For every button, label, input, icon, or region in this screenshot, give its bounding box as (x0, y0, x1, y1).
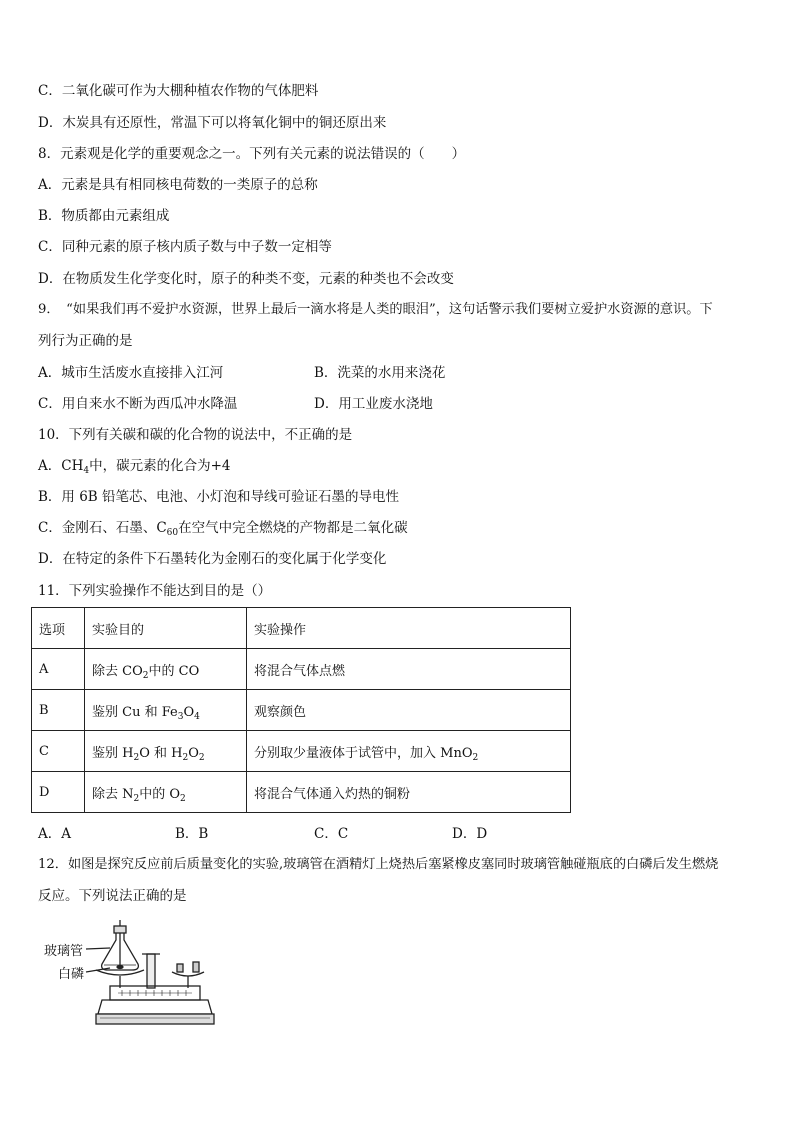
table-cell-goal: 除去 $N_2$中的 $O_2$ (85, 772, 247, 813)
q11-option-a: A．A (38, 826, 71, 842)
q11-option-b: B．B (175, 826, 209, 842)
q8-option-d: D．在物质发生化学变化时，原子的种类不变，元素的种类也不会改变 (38, 271, 454, 287)
q10-option-b: B．用 6B 铅笔芯、电池、小灯泡和导线可验证石墨的导电性 (38, 489, 400, 505)
label-glass-tube: 玻璃管 (44, 944, 84, 959)
table-cell-operation: 观察颜色 (247, 690, 571, 731)
table-cell-operation: 将混合气体通入灼热的铜粉 (247, 772, 571, 813)
q11-stem: 11．下列实验操作不能达到目的是（） (38, 583, 272, 599)
q8-option-c: C．同种元素的原子核内质子数与中子数一定相等 (38, 239, 332, 255)
table-header-cell: 选项 (32, 608, 85, 649)
q8-stem: 8．元素观是化学的重要观念之一。下列有关元素的说法错误的（ ） (38, 146, 466, 162)
table-row (32, 772, 571, 813)
table-row (32, 731, 571, 772)
q10-option-d: D．在特定的条件下石墨转化为金刚石的变化属于化学变化 (38, 551, 387, 567)
q9-stem-line1: 9． “如果我们再不爱护水资源，世界上最后一滴水将是人类的眼泪”，这句话警示我们要树立爱护水资源的意识。下 (38, 302, 713, 317)
table-cell-goal: 鉴别 Cu 和 $Fe_3O_4$ (85, 690, 247, 731)
q11-option-d: D．D (452, 826, 488, 842)
table-header-row (32, 608, 571, 649)
q11-table (31, 607, 571, 813)
q9-option-c: C．用自来水不断为西瓜冲水降温 (38, 396, 238, 412)
q7-option-d: D．木炭具有还原性，常温下可以将氧化铜中的铜还原出来 (38, 115, 387, 131)
q9-option-b: B．洗菜的水用来浇花 (314, 365, 446, 381)
q7-option-c: C．二氧化碳可作为大棚种植农作物的气体肥料 (38, 83, 319, 99)
q9-option-d: D．用工业废水浇地 (314, 396, 433, 412)
q8-option-a: A．元素是具有相同核电荷数的一类原子的总称 (38, 177, 318, 193)
table-row (32, 690, 571, 731)
q10-option-c: C．金刚石、石墨、$C_{60}$在空气中完全燃烧的产物都是二氧化碳 (38, 520, 408, 538)
table-cell-operation: 分别取少量液体于试管中，加入 MnO$_2$ (247, 731, 571, 772)
table-cell-goal: 除去 $CO_2$中的 CO (85, 649, 247, 690)
table-header-cell: 实验操作 (247, 608, 571, 649)
table-cell-option: D (32, 772, 85, 813)
q9-stem-line2: 列行为正确的是 (38, 333, 133, 349)
table-cell-operation: 将混合气体点燃 (247, 649, 571, 690)
q8-option-b: B．物质都由元素组成 (38, 208, 170, 224)
q12-stem-line1: 12．如图是探究反应前后质量变化的实验,玻璃管在酒精灯上烧热后塞紧橡皮塞同时玻璃管触碰瓶底的白磷后发生燃烧 (38, 857, 719, 872)
q12-stem-line2: 反应。下列说法正确的是 (38, 888, 187, 904)
table-row (32, 649, 571, 690)
table-cell-option: B (32, 690, 85, 731)
q9-option-a: A．城市生活废水直接排入江河 (38, 365, 224, 381)
table-header-cell: 实验目的 (85, 608, 247, 649)
q11-option-c: C．C (314, 826, 349, 842)
table-cell-goal: 鉴别 $H_2O$ 和 $H_2O_2$ (85, 731, 247, 772)
q10-option-a: A．$CH_4$中，碳元素的化合为+4 (38, 458, 231, 476)
table-cell-option: C (32, 731, 85, 772)
balance-illustration (38, 918, 238, 1030)
table-cell-option: A (32, 649, 85, 690)
q10-stem: 10．下列有关碳和碳的化合物的说法中，不正确的是 (38, 427, 353, 443)
label-white-phosphorus: 白磷 (58, 967, 85, 982)
